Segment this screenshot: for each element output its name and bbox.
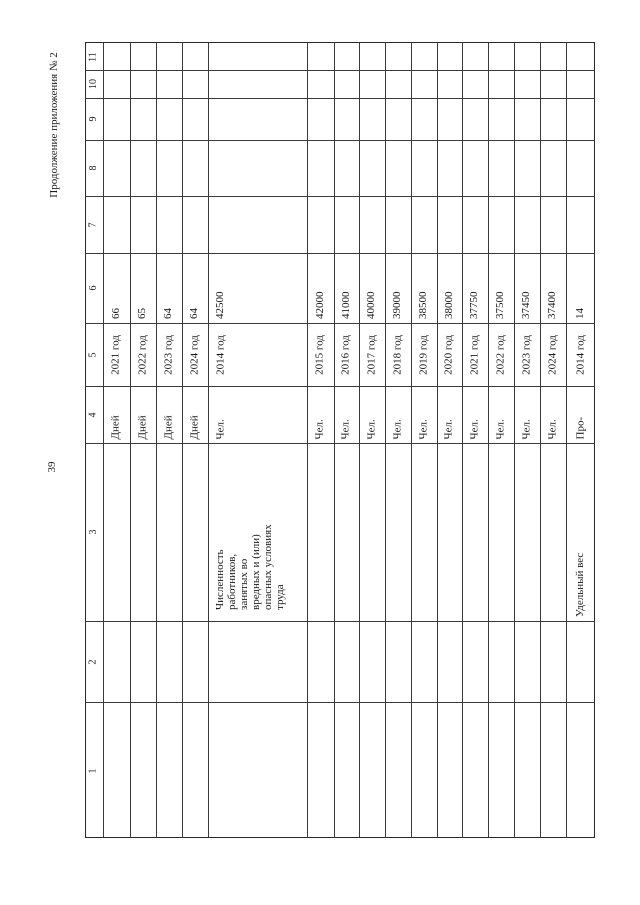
unit-cell-text: Чел.	[494, 418, 506, 439]
unit-cell-text: Чел.	[313, 418, 326, 439]
unit-cell-text: Дней	[188, 414, 200, 439]
unit-cell-text: Чел.	[546, 418, 558, 439]
value-cell-text: 64	[162, 308, 174, 319]
column-number	[86, 43, 103, 70]
value-cell	[540, 253, 566, 323]
unit-cell	[514, 386, 540, 443]
year-cell	[103, 323, 130, 386]
unit-cell	[566, 386, 596, 443]
value-cell-text: 65	[136, 308, 148, 319]
value-cell	[307, 253, 334, 323]
year-cell-text: 2023 год	[520, 334, 532, 375]
year-cell	[334, 323, 359, 386]
unit-cell-text: Чел.	[339, 418, 352, 439]
column-number-text: 10	[87, 79, 99, 89]
page-number: 39	[46, 461, 58, 473]
year-cell-text: 2021 год	[468, 334, 480, 375]
value-cell-text: 42500	[214, 291, 226, 319]
value-cell-text: 41000	[339, 291, 352, 319]
unit-cell	[359, 386, 385, 443]
year-cell	[307, 323, 334, 386]
year-cell-text: 2022 год	[136, 334, 148, 375]
column-number	[86, 196, 103, 253]
value-cell-text: 37500	[494, 291, 506, 319]
column-number-text: 1	[87, 768, 99, 773]
value-cell	[514, 253, 540, 323]
year-cell-text: 2016 год	[339, 334, 352, 375]
table-hline	[86, 98, 594, 99]
column-number-text: 7	[87, 222, 99, 227]
year-cell-text: 2015 год	[313, 334, 326, 375]
value-cell	[385, 253, 411, 323]
year-cell	[488, 323, 514, 386]
value-cell	[359, 253, 385, 323]
indicator-title-line: работников,	[226, 553, 238, 610]
column-number-text: 9	[87, 116, 99, 122]
unit-cell-text: Чел.	[520, 418, 532, 439]
value-cell-text: 66	[109, 308, 122, 319]
unit-cell-text: Дней	[136, 414, 148, 439]
unit-cell-text: Про-	[574, 416, 586, 439]
unit-cell-text: Чел.	[365, 418, 377, 439]
unit-cell-text: Чел.	[442, 418, 455, 439]
value-cell-text: 39000	[391, 291, 403, 319]
year-cell	[359, 323, 385, 386]
indicator-title-line: занятых во	[238, 558, 250, 610]
column-number-text: 2	[87, 659, 99, 664]
column-number	[86, 443, 103, 621]
year-cell-text: 2014 год	[574, 334, 586, 375]
column-number	[86, 621, 103, 702]
value-cell-text: 64	[188, 308, 200, 319]
indicator-title-line: труда	[274, 584, 286, 610]
continued-label: Продолжение приложения № 2	[48, 52, 60, 198]
value-cell-text: 38000	[442, 291, 455, 319]
table-hline	[86, 443, 594, 444]
unit-cell	[488, 386, 514, 443]
value-cell	[488, 253, 514, 323]
table-hline	[86, 702, 594, 703]
year-cell	[411, 323, 437, 386]
column-number-text: 8	[87, 165, 99, 171]
year-cell-text: 2020 год	[442, 334, 455, 375]
column-number-text: 11	[87, 51, 99, 62]
value-cell-text: 37450	[520, 291, 532, 319]
value-cell	[182, 253, 208, 323]
unit-cell	[182, 386, 208, 443]
value-cell-text: 42000	[313, 291, 326, 319]
column-number	[86, 386, 103, 443]
value-cell-text: 37400	[546, 291, 558, 319]
value-cell	[462, 253, 488, 323]
year-cell	[208, 323, 234, 386]
indicator-title-line: опасных условиях	[262, 524, 274, 610]
value-cell	[156, 253, 182, 323]
unit-cell	[130, 386, 156, 443]
column-number	[86, 140, 103, 196]
unit-cell	[334, 386, 359, 443]
last-row-label	[566, 443, 596, 621]
year-cell	[540, 323, 566, 386]
year-cell-text: 2021 год	[109, 334, 122, 375]
unit-cell	[437, 386, 462, 443]
last-row-label-text: Удельный вес	[574, 552, 586, 617]
unit-cell-text: Чел.	[214, 418, 226, 439]
value-cell	[208, 253, 234, 323]
table-hline	[86, 621, 594, 622]
year-cell	[437, 323, 462, 386]
unit-cell	[307, 386, 334, 443]
year-cell-text: 2022 год	[494, 334, 506, 375]
table-hline	[86, 196, 594, 197]
year-cell-text: 2014 год	[214, 334, 226, 375]
unit-cell	[208, 386, 234, 443]
year-cell	[385, 323, 411, 386]
unit-cell-text: Дней	[109, 414, 122, 439]
value-cell	[103, 253, 130, 323]
year-cell	[182, 323, 208, 386]
column-number-text: 5	[87, 352, 99, 357]
year-cell-text: 2023 год	[162, 334, 174, 375]
value-cell-text: 14	[574, 308, 586, 319]
year-cell	[566, 323, 596, 386]
indicator-title-line: вредных и (или)	[250, 534, 262, 610]
unit-cell	[385, 386, 411, 443]
unit-cell-text: Чел.	[391, 418, 403, 439]
year-cell	[462, 323, 488, 386]
data-table	[85, 42, 595, 838]
year-cell-text: 2019 год	[417, 334, 429, 375]
year-cell	[514, 323, 540, 386]
year-cell-text: 2024 год	[546, 334, 558, 375]
indicator-title-line: Численность	[214, 549, 226, 610]
value-cell	[566, 253, 596, 323]
year-cell	[130, 323, 156, 386]
value-cell-text: 40000	[365, 291, 377, 319]
unit-cell-text: Чел.	[468, 418, 480, 439]
unit-cell-text: Чел.	[417, 418, 429, 439]
table-hline	[86, 140, 594, 141]
column-number	[86, 253, 103, 323]
year-cell	[156, 323, 182, 386]
column-number	[86, 70, 103, 98]
table-hline	[86, 70, 594, 71]
column-number	[86, 702, 103, 839]
indicator-title	[214, 450, 286, 610]
value-cell-text: 37750	[468, 291, 480, 319]
column-number-text: 6	[87, 285, 99, 291]
value-cell	[411, 253, 437, 323]
column-number-text: 3	[87, 529, 99, 535]
year-cell-text: 2018 год	[391, 334, 403, 375]
unit-cell	[411, 386, 437, 443]
unit-cell-text: Дней	[162, 414, 174, 439]
unit-cell	[103, 386, 130, 443]
value-cell	[437, 253, 462, 323]
column-number-text: 4	[87, 412, 99, 417]
column-number	[86, 323, 103, 386]
value-cell-text: 38500	[417, 291, 429, 319]
unit-cell	[156, 386, 182, 443]
value-cell	[130, 253, 156, 323]
unit-cell	[462, 386, 488, 443]
year-cell-text: 2024 год	[188, 334, 200, 375]
year-cell-text: 2017 год	[365, 334, 377, 375]
unit-cell	[540, 386, 566, 443]
column-number	[86, 98, 103, 140]
value-cell	[334, 253, 359, 323]
